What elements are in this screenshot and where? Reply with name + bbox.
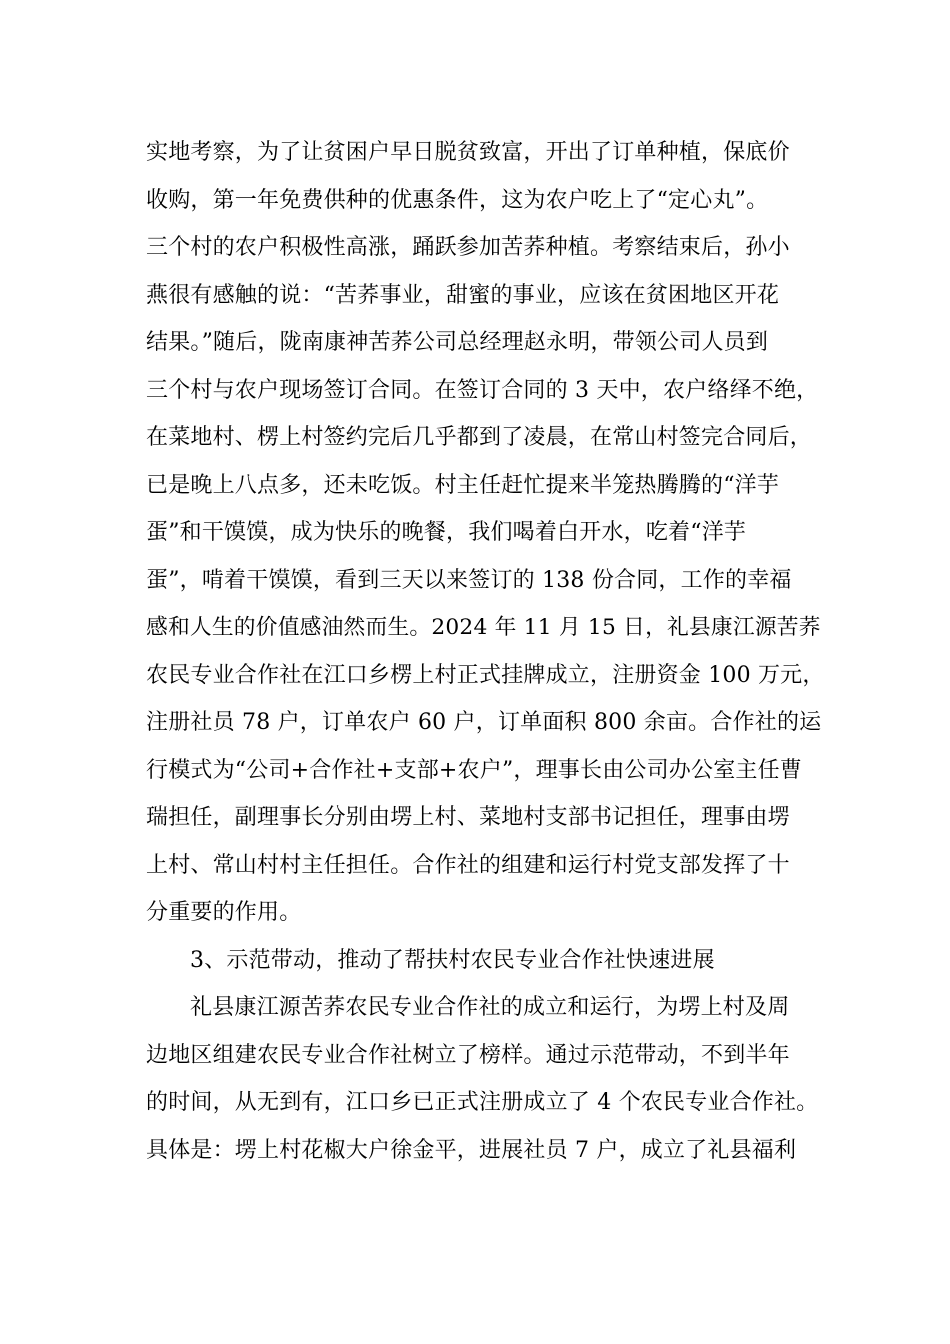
text-line: 三个村与农户现场签订合同。在签订合同的 3 天中，农户络绎不绝，	[146, 377, 819, 403]
text-line: 结果。”随后，陇南康神苦荞公司总经理赵永明，带领公司人员到	[146, 330, 769, 355]
text-line: 农民专业合作社在江口乡楞上村正式挂牌成立，注册资金 100 万元，	[146, 662, 825, 688]
text-line: 蛋”和干馍馍，成为快乐的晚餐，我们喝着白开水，吃着“洋芋	[146, 520, 747, 545]
text-line: 礼县康江源苦荞农民专业合作社的成立和运行，为塄上村及周	[190, 995, 790, 1020]
text-line: 分重要的作用。	[146, 900, 302, 925]
text-line: 实地考察，为了让贫困户早日脱贫致富，开出了订单种植，保底价	[146, 140, 790, 165]
body-text	[146, 129, 826, 1174]
text-line: 边地区组建农民专业合作社树立了榜样。通过示范带动，不到半年	[146, 1042, 790, 1068]
section-heading: 3、示范带动，推动了帮扶村农民专业合作社快速进展	[190, 947, 715, 973]
text-line: 瑞担任，副理事长分别由塄上村、菜地村支部书记担任，理事由塄	[146, 805, 790, 830]
text-line: 的时间，从无到有，江口乡已正式注册成立了 4 个农民专业合作社。	[146, 1090, 819, 1115]
text-line: 燕很有感触的说：“苦荞事业，甜蜜的事业，应该在贫困地区开花	[146, 282, 780, 308]
text-line: 具体是：塄上村花椒大户徐金平，进展社员 7 户，成立了礼县福利	[146, 1137, 797, 1163]
text-line: 行模式为“公司+合作社+支部+农户”，理事长由公司办公室主任曹	[146, 757, 802, 783]
text-line: 在菜地村、楞上村签约完后几乎都到了凌晨，在常山村签完合同后，	[146, 425, 813, 450]
text-line: 上村、常山村村主任担任。合作社的组建和运行村党支部发挥了十	[146, 852, 790, 878]
text-line: 已是晚上八点多，还未吃饭。村主任赶忙提来半笼热腾腾的“洋芋	[146, 472, 780, 498]
text-line: 蛋”，啃着干馍馍，看到三天以来签订的 138 份合同，工作的幸福	[146, 567, 792, 593]
text-line: 注册社员 78 户，订单农户 60 户，订单面积 800 余亩。合作社的运	[146, 710, 822, 735]
text-line: 三个村的农户积极性高涨，踊跃参加苦荞种植。考察结束后，孙小	[146, 235, 790, 260]
text-line: 感和人生的价值感油然而生。2024 年 11 月 15 日，礼县康江源苦荞	[146, 615, 821, 640]
text-line: 收购，第一年免费供种的优惠条件，这为农户吃上了“定心丸”。	[146, 187, 769, 213]
